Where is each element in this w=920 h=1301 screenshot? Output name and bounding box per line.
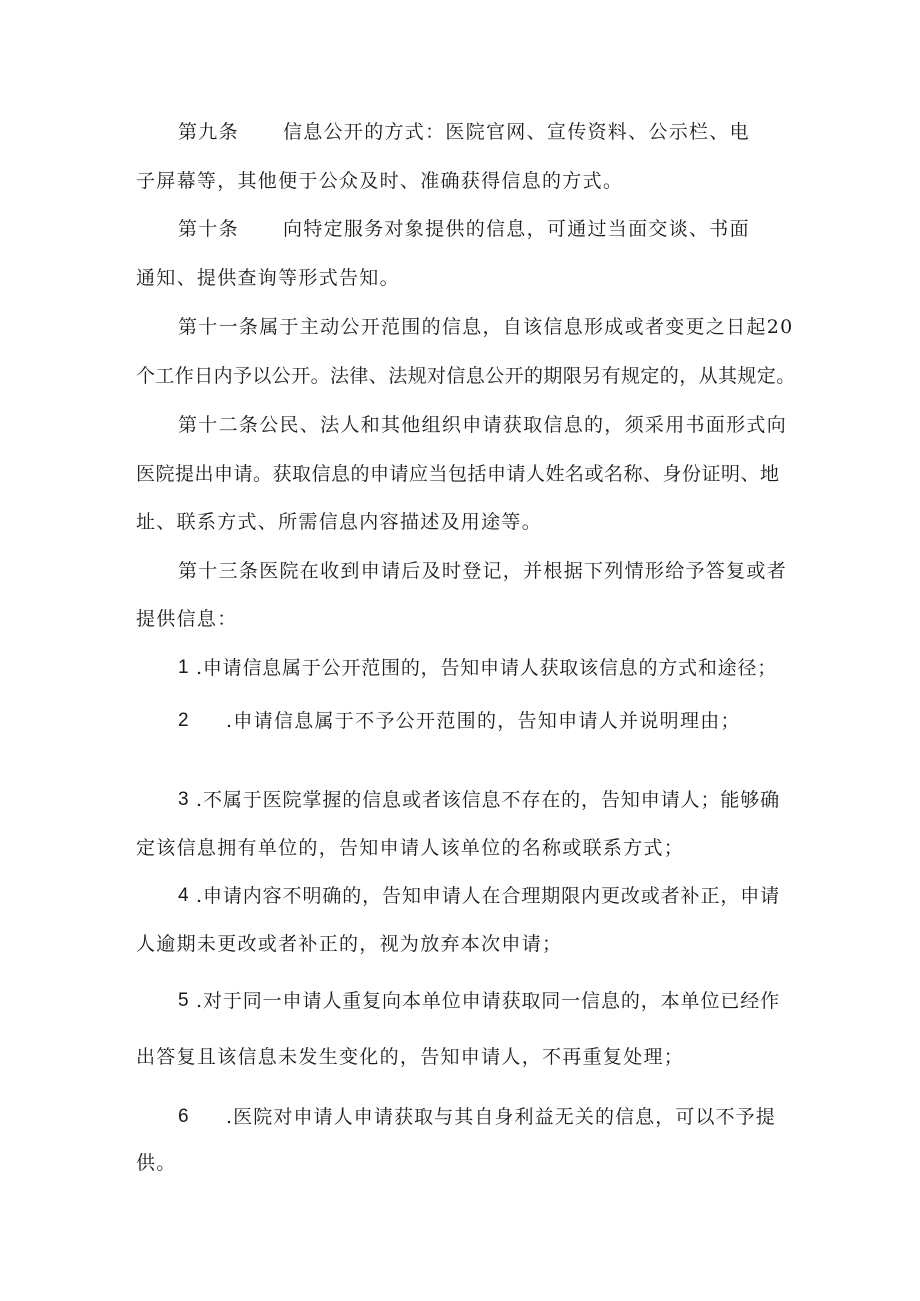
item-5-number: 5 xyxy=(178,990,190,1011)
item-4-number: 4 xyxy=(178,885,190,906)
article-9-line-2: 子屏幕等，其他便于公众及时、准确获得信息的方式。 xyxy=(136,170,624,192)
item-4-line-1: .申请内容不明确的，告知申请人在合理期限内更改或者补正，申请 xyxy=(196,885,781,907)
item-3-number: 3 xyxy=(178,789,190,810)
article-11-line-2: 个工作日内予以公开。法律、法规对信息公开的期限另有规定的，从其规定。 xyxy=(136,365,796,387)
article-12-line-3: 址、联系方式、所需信息内容描述及用途等。 xyxy=(136,511,543,533)
item-5-line-2: 出答复且该信息未发生变化的，告知申请人，不再重复处理； xyxy=(136,1046,685,1068)
item-6-line-2: 供。 xyxy=(136,1152,177,1174)
article-12-line-1: 第十二条公民、法人和其他组织申请获取信息的，须采用书面形式向 xyxy=(178,414,788,436)
article-13-line-2: 提供信息： xyxy=(136,608,238,630)
item-5-line-1: .对于同一申请人重复向本单位申请获取同一信息的，本单位已经作 xyxy=(196,990,781,1012)
article-10-line-1: 向特定服务对象提供的信息，可通过当面交谈、书面 xyxy=(283,218,750,240)
article-10-heading: 第十条 xyxy=(178,218,239,240)
item-6-line-1: .医院对申请人申请获取与其自身利益无关的信息，可以不予提 xyxy=(226,1106,776,1128)
item-2-text: .申请信息属于不予公开范围的，告知申请人并说明理由； xyxy=(226,710,741,732)
item-3-line-1: .不属于医院掌握的信息或者该信息不存在的，告知申请人；能够确 xyxy=(196,789,781,811)
article-10-line-2: 通知、提供查询等形式告知。 xyxy=(136,267,400,289)
article-11-line-1: 第十一条属于主动公开范围的信息，自该信息形成或者变更之日起20 xyxy=(178,316,794,338)
item-2-number: 2 xyxy=(178,710,190,731)
item-6-number: 6 xyxy=(178,1106,190,1127)
article-9-line-1: 信息公开的方式：医院官网、宣传资料、公示栏、电 xyxy=(283,121,750,143)
article-9-heading: 第九条 xyxy=(178,121,239,143)
item-1-text: .申请信息属于公开范围的，告知申请人获取该信息的方式和途径； xyxy=(196,657,778,679)
item-4-line-2: 人逾期未更改或者补正的，视为放弃本次申请； xyxy=(136,933,563,955)
article-12-line-2: 医院提出申请。获取信息的申请应当包括申请人姓名或名称、身份证明、地 xyxy=(136,463,780,485)
article-13-line-1: 第十三条医院在收到申请后及时登记，并根据下列情形给予答复或者 xyxy=(178,560,788,582)
item-3-line-2: 定该信息拥有单位的，告知申请人该单位的名称或联系方式； xyxy=(136,837,685,859)
item-1-number: 1 xyxy=(178,657,190,678)
